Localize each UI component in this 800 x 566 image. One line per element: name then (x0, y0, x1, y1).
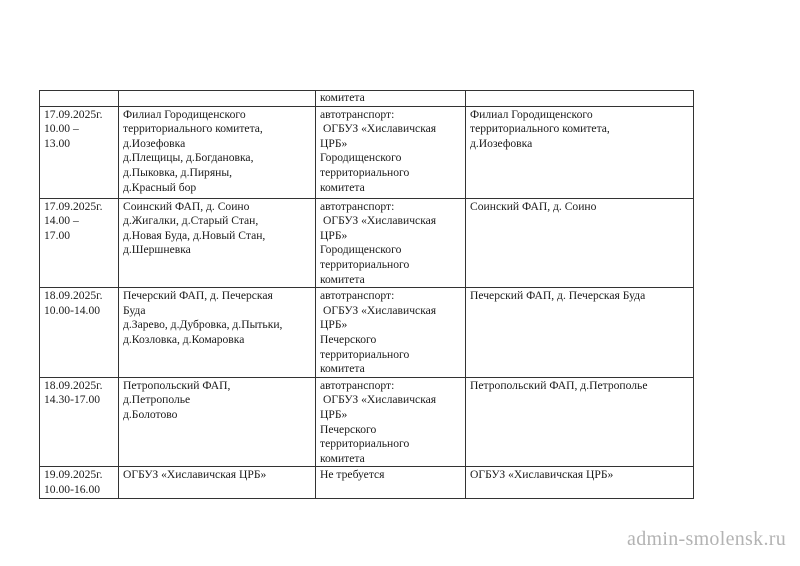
cell-text: территориального (320, 165, 410, 179)
cell-text: Буда (123, 303, 146, 317)
date-cell (40, 198, 119, 288)
cell-text: Петропольский ФАП, (123, 378, 231, 392)
cell-text: ЦРБ» (320, 407, 348, 421)
cell-text: 17.09.2025г. (44, 107, 103, 121)
cell-text: территориального (320, 347, 410, 361)
cell-text: ЦРБ» (320, 228, 348, 242)
continuation-row (40, 91, 694, 107)
cell-text: д.Петрополье (123, 393, 191, 407)
cell-text: д.Зарево, д.Дубровка, д.Пытьки, (123, 318, 283, 332)
cell-text: 10.00-14.00 (44, 303, 101, 317)
cell-text: комитета (320, 91, 365, 104)
cell-text: территориального комитета, (470, 122, 610, 136)
cell-text: Печерский ФАП, д. Печерская (123, 289, 273, 303)
cell-text: автотранспорт: (320, 289, 395, 303)
cell-text: 10.00 – (44, 122, 79, 136)
location-cell (119, 467, 316, 499)
cell-text: д.Плещицы, д.Богдановка, (123, 151, 254, 165)
cell-text: 14.00 – (44, 214, 79, 228)
transport-cell (316, 106, 466, 198)
place-cell (466, 106, 694, 198)
cell-text: 19.09.2025г. (44, 468, 103, 482)
place-cell (466, 91, 694, 107)
cell-text: комитета (320, 272, 365, 286)
cell-text: ЦРБ» (320, 318, 348, 332)
cell-text: 18.09.2025г. (44, 378, 103, 392)
place-cell (466, 288, 694, 378)
cell-text: д.Иозефовка (470, 136, 533, 150)
cell-text: Печерский ФАП, д. Печерская Буда (470, 289, 646, 303)
schedule-table (39, 90, 694, 499)
cell-text: 17.00 (44, 228, 71, 242)
table-row (40, 106, 694, 198)
date-cell (40, 106, 119, 198)
cell-text: ОГБУЗ «Хиславичская (323, 393, 437, 407)
cell-text: Петропольский ФАП, д.Петрополье (470, 378, 648, 392)
cell-text: д.Красный бор (123, 180, 197, 194)
location-cell (119, 91, 316, 107)
cell-text: комитета (320, 180, 365, 194)
cell-text: территориального комитета, (123, 122, 263, 136)
table-row (40, 467, 694, 499)
cell-text: д.Жигалки, д.Старый Стан, (123, 214, 259, 228)
cell-text: территориального (320, 437, 410, 451)
location-cell (119, 288, 316, 378)
table-row (40, 198, 694, 288)
date-cell (40, 377, 119, 467)
place-cell (466, 467, 694, 499)
date-cell (40, 467, 119, 499)
cell-text: д.Козловка, д.Комаровка (123, 332, 245, 346)
cell-text: территориального (320, 257, 410, 271)
cell-text: ОГБУЗ «Хиславичская (323, 303, 437, 317)
cell-text: автотранспорт: (320, 378, 395, 392)
transport-cell (316, 198, 466, 288)
cell-text: 14.30-17.00 (44, 393, 101, 407)
cell-text: Соинский ФАП, д. Соино (123, 199, 250, 213)
cell-text: Печерского (320, 422, 377, 436)
date-cell (40, 288, 119, 378)
cell-text: Городищенского (320, 151, 402, 165)
cell-text: ОГБУЗ «Хиславичская ЦРБ» (123, 468, 267, 482)
cell-text: Филиал Городищенского (123, 107, 246, 121)
cell-text: 10.00-16.00 (44, 482, 101, 496)
transport-cell (316, 467, 466, 499)
cell-text: д.Болотово (123, 407, 178, 421)
cell-text: комитета (320, 451, 365, 465)
cell-text: автотранспорт: (320, 199, 395, 213)
cell-text: 18.09.2025г. (44, 289, 103, 303)
transport-cell (316, 91, 466, 107)
cell-text: 13.00 (44, 136, 71, 150)
location-cell (119, 377, 316, 467)
cell-text: ОГБУЗ «Хиславичская (323, 122, 437, 136)
site-watermark: admin-smolensk.ru (627, 528, 786, 550)
cell-text: Соинский ФАП, д. Соино (470, 199, 597, 213)
cell-text: д.Шершневка (123, 243, 191, 257)
cell-text: ОГБУЗ «Хиславичская ЦРБ» (470, 468, 614, 482)
cell-text: ОГБУЗ «Хиславичская (323, 214, 437, 228)
cell-text: комитета (320, 362, 365, 376)
cell-text: д.Новая Буда, д.Новый Стан, (123, 228, 266, 242)
cell-text: Печерского (320, 332, 377, 346)
cell-text: Не требуется (320, 468, 385, 482)
place-cell (466, 377, 694, 467)
cell-text: д.Пыковка, д.Пиряны, (123, 165, 233, 179)
transport-cell (316, 377, 466, 467)
transport-cell (316, 288, 466, 378)
table-row (40, 377, 694, 467)
table-row (40, 288, 694, 378)
location-cell (119, 198, 316, 288)
cell-text: автотранспорт: (320, 107, 395, 121)
cell-text: д.Иозефовка (123, 136, 186, 150)
cell-text: Филиал Городищенского (470, 107, 593, 121)
date-cell (40, 91, 119, 107)
place-cell (466, 198, 694, 288)
cell-text: Городищенского (320, 243, 402, 257)
cell-text: ЦРБ» (320, 136, 348, 150)
location-cell (119, 106, 316, 198)
cell-text: 17.09.2025г. (44, 199, 103, 213)
